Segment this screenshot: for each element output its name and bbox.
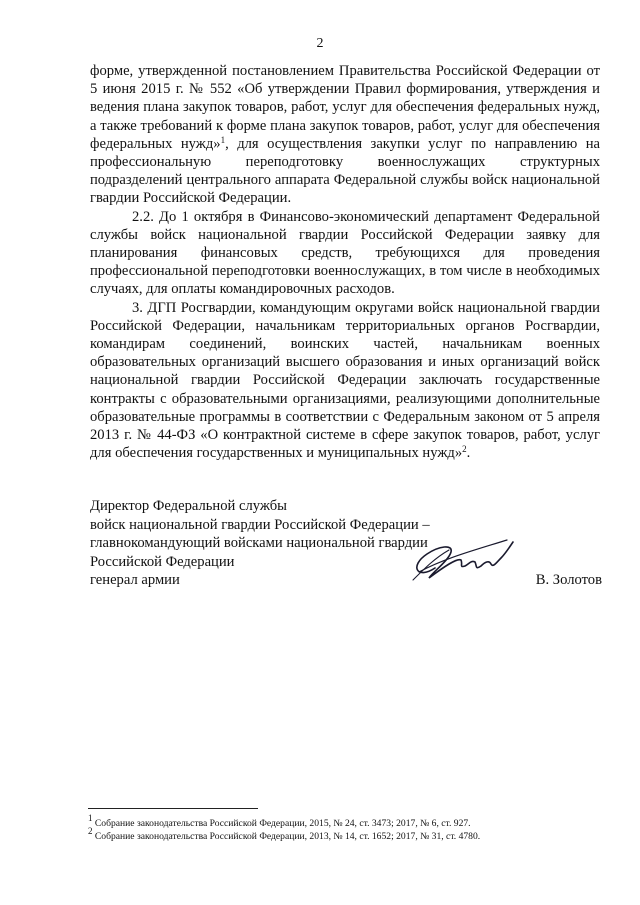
footnote-divider bbox=[88, 808, 258, 809]
paragraph-3-tail: . bbox=[466, 445, 471, 462]
signer-name: В. Золотов bbox=[535, 572, 602, 588]
signatory-title-line: главнокомандующий войсками национальной гвардии bbox=[90, 535, 428, 551]
paragraph-1-text: форме, утвержденной постановлением Правительства Российской Федерации от 5 июня 2015 г. № 552 «Об утверждении Правил формирования, утверждения и ведения плана закупок товаров, работ, услуг для обеспечения федеральных нужд, а также требований к форме плана закупок товаров, работ, услуг для обеспечения федеральных нужд» bbox=[90, 63, 600, 152]
document-body bbox=[90, 62, 600, 462]
footnote-ref-1: 1 bbox=[220, 134, 226, 145]
signatory-title-block bbox=[90, 497, 610, 590]
signatory-title-line: Российской Федерации bbox=[90, 553, 235, 570]
footnotes bbox=[88, 813, 608, 843]
footnote-mark: 2 bbox=[88, 826, 93, 836]
paragraph-3 bbox=[90, 299, 600, 463]
footnote-2 bbox=[88, 826, 608, 843]
signatory-title-line: войск национальной гвардии Российской Федерации – bbox=[90, 516, 430, 533]
footnote-text: Собрание законодательства Российской Федерации, 2015, № 24, ст. 3473; 2017, № 6, ст. 927. bbox=[92, 818, 471, 829]
paragraph-3-text: 3. ДГП Росгвардии, командующим округами войск национальной гвардии Российской Федерации, начальникам территориальных органов Росгвардии, командирам соединений, воинских частей, начальникам военных образовательных организаций высшего образования и иных организаций войск национальной гвардии Российской Федерации заключать государственные контракты с образовательными организациями, реализующими дополнительные образовательные программы в соответствии с Федеральным законом от 5 апреля 2013 г. № 44-ФЗ «О контрактной системе в сфере закупок товаров, работ, услуг для обеспечения государственных и муниципальных нужд» bbox=[90, 299, 600, 462]
footnote-text: Собрание законодательства Российской Федерации, 2013, № 14, ст. 1652; 2017, № 31, ст. 4780. bbox=[92, 831, 481, 842]
footnote-mark: 1 bbox=[88, 813, 93, 823]
footnote-1 bbox=[88, 813, 608, 830]
paragraph-1-tail: , для осуществления закупки услуг по направлению на профессиональную переподготовку военнослужащих структурных подразделений центрального аппарата Федеральной службы войск национальной гвардии Российской Федерации. bbox=[90, 135, 600, 207]
signatory-rank-line: генерал армии bbox=[90, 572, 180, 588]
page-number: 2 bbox=[316, 36, 324, 51]
paragraph-2-2: 2.2. До 1 октября в Финансово-экономический департамент Федеральной службы войск национальной гвардии Российской Федерации заявку для планирования финансовых средств, требующихся для проведения профессиональной переподготовки военнослужащих, в том числе в необходимых случаях, для оплаты командировочных расходов. bbox=[90, 208, 600, 298]
handwritten-signature bbox=[405, 528, 517, 590]
paragraph-continuation bbox=[90, 62, 600, 208]
footnote-ref-2: 2 bbox=[462, 444, 467, 455]
signatory-title-line: Директор Федеральной службы bbox=[90, 498, 287, 514]
